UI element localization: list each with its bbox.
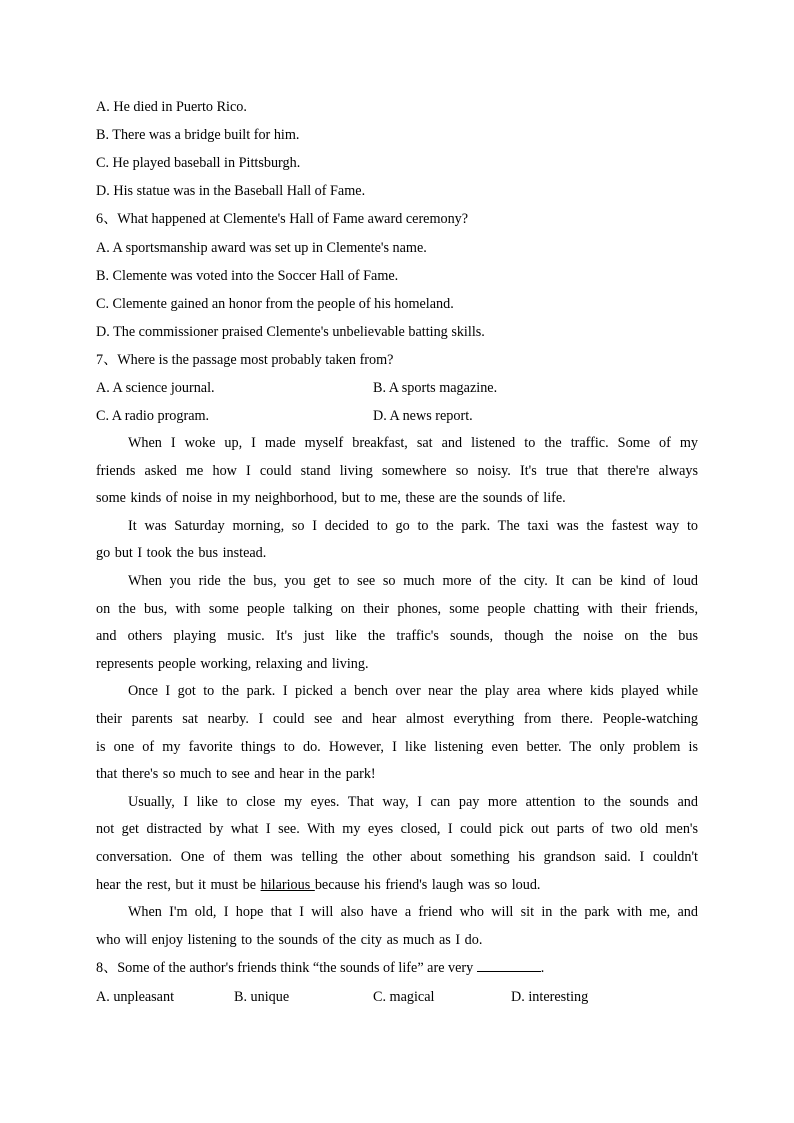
q7-option-b: B. A sports magazine. [373, 380, 498, 396]
line-text: hear the rest, but it must be [96, 876, 261, 893]
q5-options [96, 93, 698, 205]
passage-paragraph-5 [96, 789, 698, 899]
q7-question: 7、Where is the passage most probably taken from? [96, 351, 394, 368]
reading-passage [96, 430, 698, 954]
q7-options-row-1 [96, 374, 698, 402]
q8-option-a: A. unpleasant [96, 988, 175, 1005]
q7-options-row-2 [96, 402, 698, 430]
q6-option-d: D. The commissioner praised Clemente's unbelievable batting skills. [96, 323, 485, 340]
q7-option-a: A. A science journal. [96, 380, 215, 396]
q6 [96, 205, 698, 346]
paragraph-line: that there's so much to see and hear in the park! [96, 766, 376, 783]
q7 [96, 346, 698, 431]
paragraph-line: is one of my favorite things to do. However, I like listening even better. The only problem is [96, 738, 698, 755]
q5-option-b: B. There was a bridge built for him. [96, 127, 300, 143]
q6-option-b: B. Clemente was voted into the Soccer Hall of Fame. [96, 267, 399, 284]
q6-question: 6、What happened at Clemente's Hall of Fame award ceremony? [96, 211, 469, 227]
q8-question-text: 8、Some of the author's friends think “the sounds of life” are very [96, 960, 477, 977]
q8-options-row [96, 983, 698, 1011]
q7-option-d: D. A news report. [373, 408, 473, 424]
paragraph-line: some kinds of noise in my neighborhood, but to me, these are the sounds of life. [96, 490, 566, 507]
q8-question [96, 954, 698, 983]
passage-paragraph-2 [96, 513, 698, 568]
paragraph-line: When you ride the bus, you get to see so much more of the city. It can be kind of loud [128, 572, 698, 589]
paragraph-line: When I'm old, I hope that I will also have a friend who will sit in the park with me, and [128, 904, 698, 921]
passage-paragraph-3 [96, 568, 698, 678]
q5-option-c: C. He played baseball in Pittsburgh. [96, 155, 301, 171]
q7-option-c: C. A radio program. [96, 408, 210, 424]
q8 [96, 954, 698, 1011]
line-text: because his friend's laugh was so loud. [314, 876, 541, 893]
passage-paragraph-1 [96, 430, 698, 513]
passage-paragraph-4 [96, 678, 698, 788]
q6-option-c: C. Clemente gained an honor from the people of his homeland. [96, 295, 454, 312]
paragraph-line: on the bus, with some people talking on their phones, some people chatting with their friends, [96, 600, 698, 617]
paragraph-line: conversation. One of them was telling the other about something his grandson said. I couldn't [96, 848, 698, 865]
q5-option-a: A. He died in Puerto Rico. [96, 99, 247, 115]
paragraph-line: go but I took the bus instead. [96, 545, 267, 562]
paragraph-line: Once I got to the park. I picked a bench over near the play area where kids played while [128, 683, 698, 700]
paragraph-line: Usually, I like to close my eyes. That way, I can pay more attention to the sounds and [128, 793, 698, 810]
q8-question-end: . [540, 960, 545, 977]
paragraph-line: When I woke up, I made myself breakfast, sat and listened to the traffic. Some of my [128, 435, 698, 451]
paragraph-line: their parents sat nearby. I could see and hear almost everything from there. People-watching [96, 710, 698, 727]
paragraph-line [96, 872, 698, 900]
paragraph-line: It was Saturday morning, so I decided to go to the park. The taxi was the fastest way to [128, 517, 698, 534]
q5-option-d: D. His statue was in the Baseball Hall of Fame. [96, 183, 366, 199]
document-page [96, 93, 698, 1011]
paragraph-line: and others playing music. It's just like the traffic's sounds, though the noise on the bus [96, 628, 698, 645]
paragraph-line: friends asked me how I could stand living somewhere so noisy. It's true that there're always [96, 462, 698, 479]
q8-option-c: C. magical [373, 988, 435, 1005]
q8-option-b: B. unique [234, 988, 290, 1005]
q8-option-d: D. interesting [511, 988, 589, 1005]
paragraph-line: represents people working, relaxing and living. [96, 655, 369, 672]
paragraph-line: not get distracted by what I see. With my eyes closed, I could pick out parts of two old men's [96, 821, 698, 838]
underlined-word-hilarious: hilarious [260, 876, 315, 893]
passage-paragraph-6 [96, 899, 698, 954]
answer-blank [477, 958, 541, 972]
paragraph-line: who will enjoy listening to the sounds of the city as much as I do. [96, 931, 483, 948]
q6-option-a: A. A sportsmanship award was set up in Clemente's name. [96, 239, 427, 256]
